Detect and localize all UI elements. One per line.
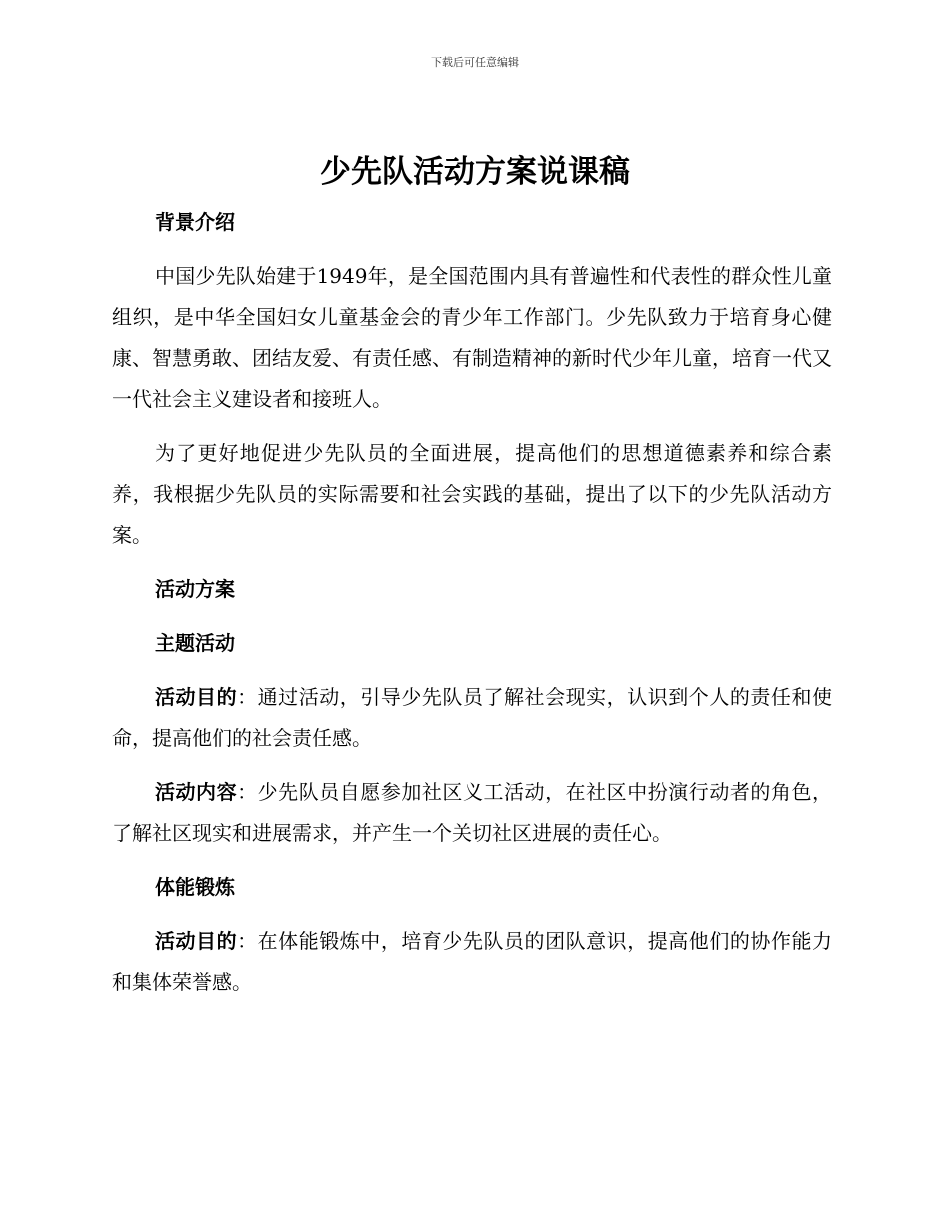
document-title: 少先队活动方案说课稿 xyxy=(320,154,630,190)
paragraph-background-2: 为了更好地促进少先队员的全面进展，提高他们的思想道德素养和综合素养，我根据少先队员的实际需要和社会实践的基础，提出了以下的少先队活动方案。 xyxy=(112,441,832,547)
paragraph-fitness-goal xyxy=(112,921,832,1003)
section-heading-background: 背景介绍 xyxy=(155,210,235,234)
text-theme-content: ：少先队员自愿参加社区义工活动，在社区中扮演行动者的角色，了解社区现实和进展需求，并产生一个关切社区进展的责任心。 xyxy=(112,780,832,845)
section-heading-fitness: 体能锻炼 xyxy=(155,875,235,899)
header-note: 下载后可任意编辑 xyxy=(431,56,519,69)
label-theme-goal: 活动目的 xyxy=(155,685,238,709)
section-heading-plan: 活动方案 xyxy=(155,577,235,601)
text-fitness-goal: ：在体能锻炼中，培育少先队员的团队意识，提高他们的协作能力和集体荣誉感。 xyxy=(112,929,832,994)
paragraph-theme-goal xyxy=(112,677,832,759)
label-fitness-goal: 活动目的 xyxy=(155,929,238,953)
label-theme-content: 活动内容 xyxy=(155,780,238,804)
paragraph-background-1: 中国少先队始建于1949年，是全国范围内具有普遍性和代表性的群众性儿童组织，是中华全国妇女儿童基金会的青少年工作部门。少先队致力于培育身心健康、智慧勇敢、团结友爱、有责任感、有制造精神的新时代少年儿童，培育一代又一代社会主义建设者和接班人。 xyxy=(112,264,832,411)
paragraph-theme-content xyxy=(112,772,832,854)
section-heading-theme: 主题活动 xyxy=(155,631,235,655)
text-theme-goal: ：通过活动，引导少先队员了解社会现实，认识到个人的责任和使命，提高他们的社会责任感。 xyxy=(112,685,832,750)
document-body xyxy=(112,202,832,1016)
